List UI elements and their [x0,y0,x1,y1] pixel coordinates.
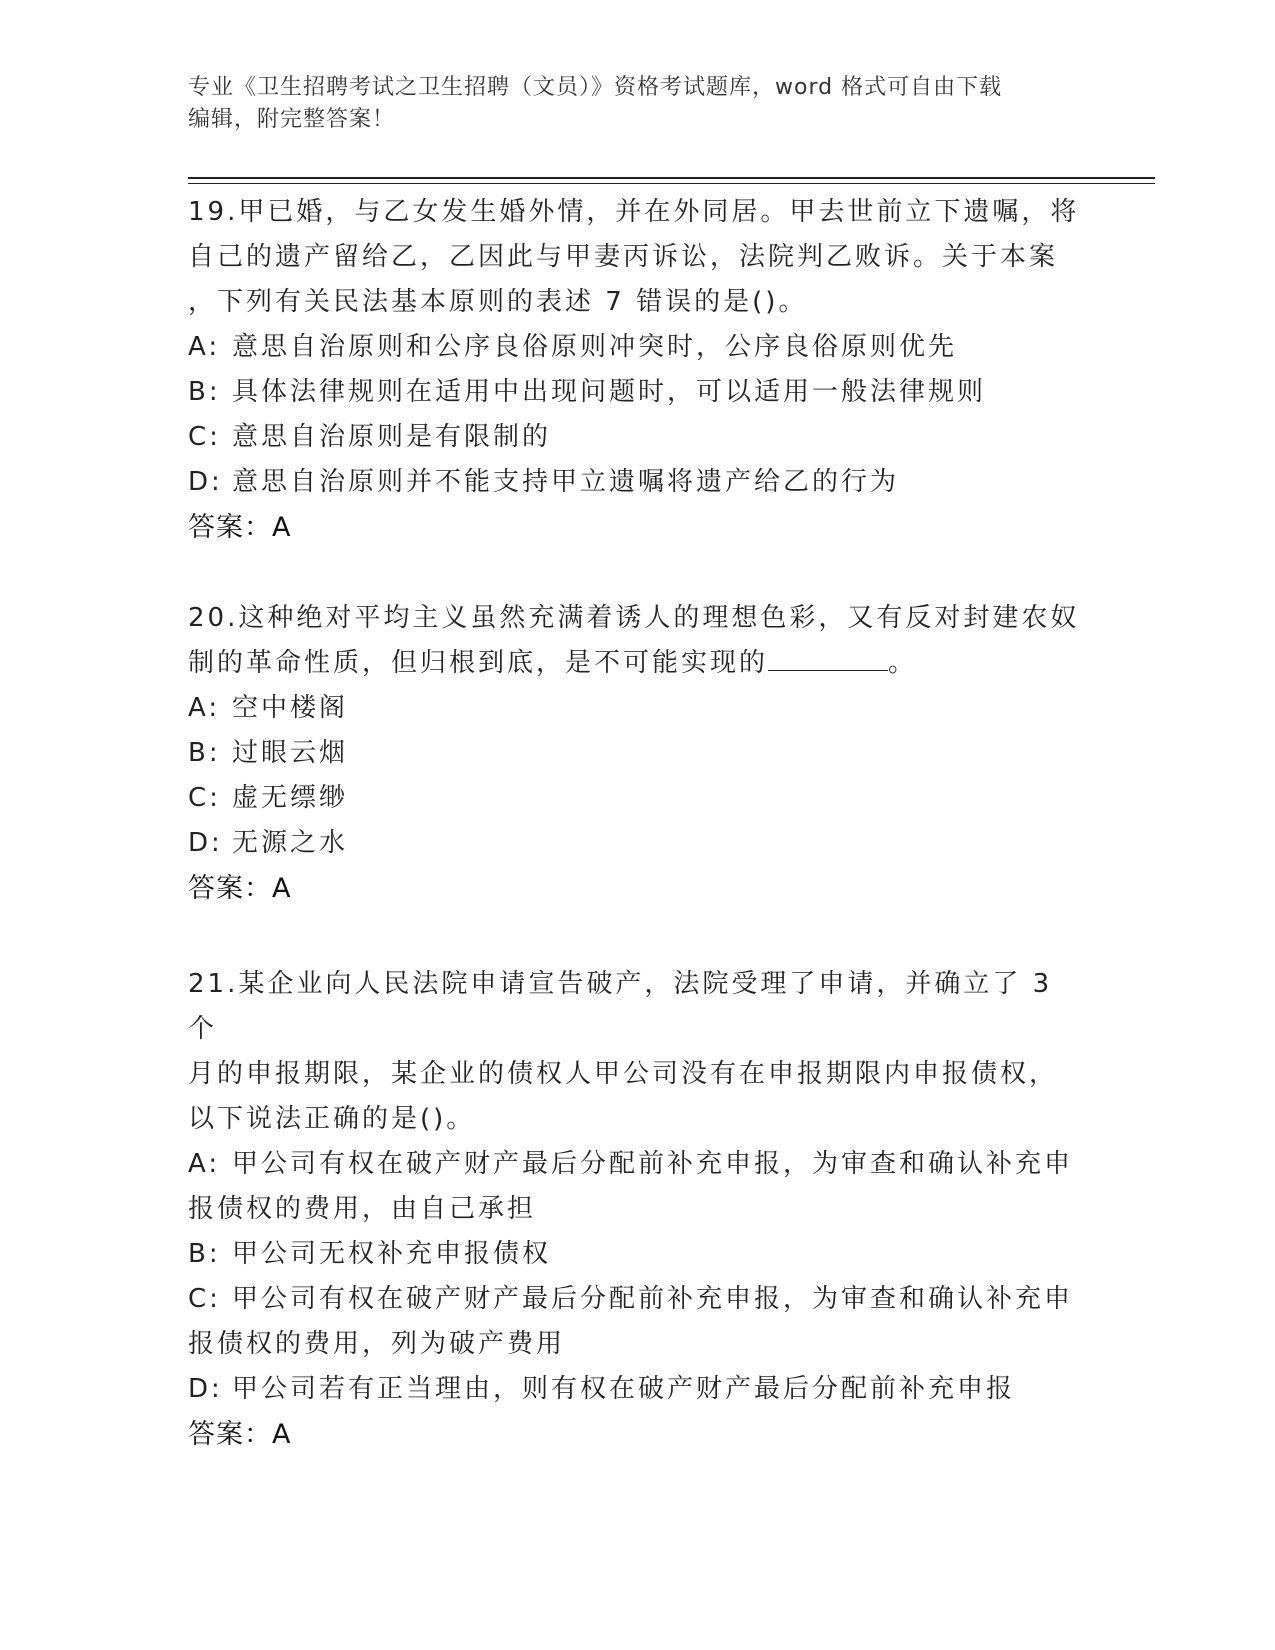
option-c [188,415,1088,460]
option-d [188,821,1088,866]
answer-line: 答案：A [188,873,292,904]
option-c-continued: 报债权的费用，列为破产费用 [188,1329,566,1359]
option-d [188,1367,1088,1412]
option-label: A: [188,1149,221,1179]
question-stem-end: 。 [888,648,918,678]
option-text: 具体法律规则在适用中出现问题时，可以适用一般法律规则 [232,377,987,407]
option-b [188,1232,1088,1277]
option-a [188,325,1088,370]
option-b [188,370,1088,415]
option-label: B: [188,738,221,768]
header-line-1: 专业《卫生招聘考试之卫生招聘（文员）》资格考试题库，word 格式可自由下载 [188,75,1003,100]
question-stem-line [188,641,1088,686]
question-21 [188,962,1088,1457]
header-divider-thin [188,183,1155,184]
option-label: B: [188,1239,221,1269]
option-b [188,731,1088,776]
question-stem-line: 20.这种绝对平均主义虽然充满着诱人的理想色彩，又有反对封建农奴 [188,603,1080,633]
question-stem-line: 自己的遗产留给乙，乙因此与甲妻丙诉讼，法院判乙败诉。关于本案 [188,242,1059,272]
option-c [188,776,1088,821]
option-text: 空中楼阁 [232,693,349,723]
option-c [188,1277,1088,1322]
option-text: 甲公司有权在破产财产最后分配前补充申报，为审查和确认补充申 [232,1284,1074,1314]
option-label: C: [188,1284,221,1314]
option-a [188,686,1088,731]
question-stem-line: 月的申报期限，某企业的债权人甲公司没有在申报期限内申报债权， [188,1059,1059,1089]
option-label: C: [188,422,221,452]
option-text: 甲公司有权在破产财产最后分配前补充申报，为审查和确认补充申 [232,1149,1074,1179]
fill-in-blank [768,642,888,671]
option-text: 无源之水 [232,828,349,858]
document-header [188,72,1088,136]
option-text: 甲公司无权补充申报债权 [232,1239,552,1269]
header-divider-thick [188,177,1155,179]
option-text: 意思自治原则和公序良俗原则冲突时，公序良俗原则优先 [232,332,958,362]
question-stem-line: 以下说法正确的是()。 [188,1104,476,1134]
option-label: A: [188,693,221,723]
option-text: 意思自治原则是有限制的 [232,422,552,452]
option-text: 意思自治原则并不能支持甲立遗嘱将遗产给乙的行为 [232,467,900,497]
option-label: B: [188,377,221,407]
question-20 [188,596,1088,911]
option-text: 过眼云烟 [232,738,349,768]
option-label: D: [188,467,223,497]
option-text: 甲公司若有正当理由，则有权在破产财产最后分配前补充申报 [232,1374,1016,1404]
question-stem-line: 19.甲已婚，与乙女发生婚外情，并在外同居。甲去世前立下遗嘱，将 [188,197,1080,227]
answer-line: 答案：A [188,512,292,543]
option-d [188,460,1088,505]
option-label: C: [188,783,221,813]
question-19 [188,190,1088,550]
option-a-continued: 报债权的费用，由自己承担 [188,1194,537,1224]
question-stem-line: 21.某企业向人民法院申请宣告破产，法院受理了申请，并确立了 3 个 [188,969,1053,1044]
header-line-2: 编辑，附完整答案！ [188,107,396,132]
answer-line: 答案：A [188,1419,292,1450]
option-label: D: [188,828,223,858]
option-text: 虚无缥缈 [232,783,349,813]
option-label: D: [188,1374,223,1404]
question-stem-line: ，下列有关民法基本原则的表述 7 错误的是()。 [188,287,808,317]
question-stem-text: 制的革命性质，但归根到底，是不可能实现的 [188,648,769,678]
option-a [188,1142,1088,1187]
option-label: A: [188,332,221,362]
